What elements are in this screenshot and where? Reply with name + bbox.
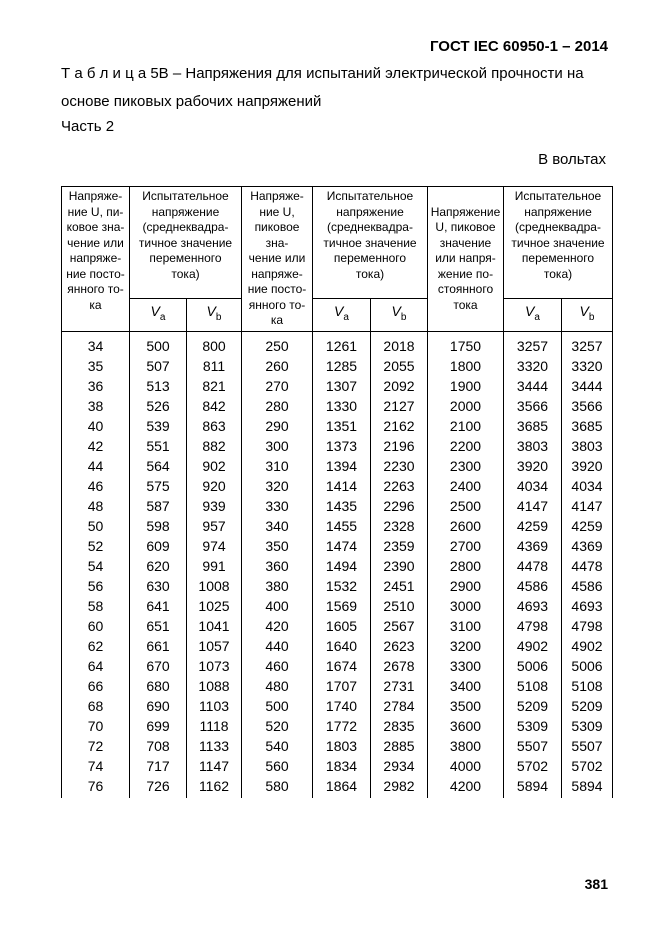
table-row bbox=[62, 736, 613, 756]
table-cell: 1025 bbox=[187, 596, 242, 616]
table-cell: 3566 bbox=[504, 396, 562, 416]
table-cell: 420 bbox=[242, 616, 313, 636]
header-text-line: или напря- bbox=[435, 251, 496, 265]
table-cell: 1285 bbox=[313, 356, 371, 376]
table-cell: 2100 bbox=[428, 416, 504, 436]
table-cell: 520 bbox=[242, 716, 313, 736]
table-cell: 1532 bbox=[313, 576, 371, 596]
header-text-line: Испытательное bbox=[326, 189, 414, 203]
table-cell: 36 bbox=[62, 376, 130, 396]
table-cell: 38 bbox=[62, 396, 130, 416]
table-cell: 4798 bbox=[504, 616, 562, 636]
table-cell: 4034 bbox=[562, 476, 613, 496]
header-test-voltage-2 bbox=[313, 187, 428, 299]
table-cell: 957 bbox=[187, 516, 242, 536]
table-row bbox=[62, 516, 613, 536]
table-cell: 1474 bbox=[313, 536, 371, 556]
table-cell: 1455 bbox=[313, 516, 371, 536]
table-cell: 74 bbox=[62, 756, 130, 776]
table-cell: 1834 bbox=[313, 756, 371, 776]
table-row bbox=[62, 396, 613, 416]
table-cell: 1307 bbox=[313, 376, 371, 396]
table-cell: 821 bbox=[187, 376, 242, 396]
table-cell: 3300 bbox=[428, 656, 504, 676]
table-cell: 2800 bbox=[428, 556, 504, 576]
table-cell: 2127 bbox=[371, 396, 428, 416]
header-text-line: тока bbox=[453, 297, 478, 312]
table-cell: 460 bbox=[242, 656, 313, 676]
table-cell: 5209 bbox=[504, 696, 562, 716]
table-cell: 400 bbox=[242, 596, 313, 616]
table-cell: 4147 bbox=[562, 496, 613, 516]
table-cell: 4586 bbox=[504, 576, 562, 596]
table-cell: 5108 bbox=[504, 676, 562, 696]
table-cell: 3200 bbox=[428, 636, 504, 656]
header-text-line: ковое зна- bbox=[66, 220, 125, 234]
header-text-line: Испытательное bbox=[514, 189, 602, 203]
header-text-line: тока) bbox=[543, 266, 573, 281]
table-cell: 280 bbox=[242, 396, 313, 416]
table-cell: 5209 bbox=[562, 696, 613, 716]
table-cell: 1162 bbox=[187, 776, 242, 798]
table-cell: 4693 bbox=[504, 596, 562, 616]
table-cell: 5309 bbox=[504, 716, 562, 736]
table-row bbox=[62, 456, 613, 476]
table-cell: 708 bbox=[130, 736, 187, 756]
table-cell: 630 bbox=[130, 576, 187, 596]
header-text-line: янного то- bbox=[67, 282, 124, 296]
table-cell: 2092 bbox=[371, 376, 428, 396]
table-cell: 2500 bbox=[428, 496, 504, 516]
table-cell: 939 bbox=[187, 496, 242, 516]
table-cell: 4200 bbox=[428, 776, 504, 798]
table-cell: 1057 bbox=[187, 636, 242, 656]
table-row bbox=[62, 776, 613, 798]
table-cell: 2300 bbox=[428, 456, 504, 476]
table-cell: 902 bbox=[187, 456, 242, 476]
table-cell: 5702 bbox=[504, 756, 562, 776]
table-cell: 2296 bbox=[371, 496, 428, 516]
header-text-line: Испытательное bbox=[142, 189, 229, 203]
table-cell: 3920 bbox=[562, 456, 613, 476]
table-cell: 2055 bbox=[371, 356, 428, 376]
table-cell: 1803 bbox=[313, 736, 371, 756]
table-cell: 5507 bbox=[562, 736, 613, 756]
table-cell: 1494 bbox=[313, 556, 371, 576]
table-cell: 440 bbox=[242, 636, 313, 656]
table-cell: 4902 bbox=[504, 636, 562, 656]
table-row bbox=[62, 556, 613, 576]
table-cell: 1800 bbox=[428, 356, 504, 376]
table-cell: 540 bbox=[242, 736, 313, 756]
table-cell: 48 bbox=[62, 496, 130, 516]
table-cell: 3920 bbox=[504, 456, 562, 476]
table-cell: 717 bbox=[130, 756, 187, 776]
table-cell: 2390 bbox=[371, 556, 428, 576]
table-cell: 920 bbox=[187, 476, 242, 496]
table-row bbox=[62, 756, 613, 776]
table-cell: 2600 bbox=[428, 516, 504, 536]
table-cell: 1674 bbox=[313, 656, 371, 676]
table-cell: 800 bbox=[187, 331, 242, 356]
table-cell: 1394 bbox=[313, 456, 371, 476]
table-cell: 1261 bbox=[313, 331, 371, 356]
table-cell: 1133 bbox=[187, 736, 242, 756]
table-cell: 609 bbox=[130, 536, 187, 556]
table-cell: 1008 bbox=[187, 576, 242, 596]
table-cell: 974 bbox=[187, 536, 242, 556]
table-cell: 2359 bbox=[371, 536, 428, 556]
table-cell: 3500 bbox=[428, 696, 504, 716]
table-row bbox=[62, 676, 613, 696]
table-cell: 1864 bbox=[313, 776, 371, 798]
header-text-line: чение или bbox=[248, 251, 306, 265]
table-body bbox=[62, 331, 613, 798]
table-cell: 3257 bbox=[504, 331, 562, 356]
table-cell: 882 bbox=[187, 436, 242, 456]
table-row bbox=[62, 656, 613, 676]
table-cell: 2000 bbox=[428, 396, 504, 416]
table-cell: 260 bbox=[242, 356, 313, 376]
table-cell: 3800 bbox=[428, 736, 504, 756]
header-text-line: Напряжение bbox=[430, 204, 501, 219]
header-test-voltage-1 bbox=[130, 187, 242, 299]
table-cell: 507 bbox=[130, 356, 187, 376]
table-cell: 726 bbox=[130, 776, 187, 798]
table-cell: 2510 bbox=[371, 596, 428, 616]
table-cell: 670 bbox=[130, 656, 187, 676]
header-text-line: переменного bbox=[333, 251, 407, 265]
header-text-line: значение bbox=[439, 235, 492, 250]
table-cell: 1330 bbox=[313, 396, 371, 416]
voltage-table bbox=[61, 186, 613, 798]
table-cell: 330 bbox=[242, 496, 313, 516]
table-cell: 3400 bbox=[428, 676, 504, 696]
table-cell: 3444 bbox=[562, 376, 613, 396]
table-cell: 1569 bbox=[313, 596, 371, 616]
table-cell: 1088 bbox=[187, 676, 242, 696]
table-row bbox=[62, 476, 613, 496]
table-row bbox=[62, 536, 613, 556]
table-cell: 1373 bbox=[313, 436, 371, 456]
table-cell: 3100 bbox=[428, 616, 504, 636]
header-text-line: тока) bbox=[355, 266, 385, 281]
header-text-line: напряжение bbox=[524, 204, 592, 219]
table-cell: 3320 bbox=[504, 356, 562, 376]
header-text-line: пиковое зна- bbox=[254, 220, 300, 250]
table-cell: 991 bbox=[187, 556, 242, 576]
header-text-line: (среднеквадра- bbox=[142, 220, 229, 234]
table-cell: 40 bbox=[62, 416, 130, 436]
header-text-line: U, пиковое bbox=[435, 220, 496, 234]
table-cell: 62 bbox=[62, 636, 130, 656]
table-cell: 50 bbox=[62, 516, 130, 536]
table-cell: 2835 bbox=[371, 716, 428, 736]
header-peak-voltage-3 bbox=[428, 187, 504, 332]
table-cell: 580 bbox=[242, 776, 313, 798]
table-cell: 3803 bbox=[562, 436, 613, 456]
header-text-line: ние посто- bbox=[66, 266, 125, 281]
table-row bbox=[62, 376, 613, 396]
table-cell: 5894 bbox=[562, 776, 613, 798]
table-cell: 35 bbox=[62, 356, 130, 376]
header-peak-voltage-1 bbox=[62, 187, 130, 332]
table-cell: 4000 bbox=[428, 756, 504, 776]
table-cell: 842 bbox=[187, 396, 242, 416]
table-cell: 1103 bbox=[187, 696, 242, 716]
header-text-line: тока) bbox=[171, 266, 200, 281]
header-peak-voltage-2 bbox=[242, 187, 313, 332]
header-text-line: янного то- bbox=[248, 297, 306, 312]
table-row bbox=[62, 636, 613, 656]
table-cell: 2162 bbox=[371, 416, 428, 436]
table-cell: 651 bbox=[130, 616, 187, 636]
table-cell: 72 bbox=[62, 736, 130, 756]
header-va-2: $V_a$ bbox=[313, 299, 371, 331]
table-cell: 2263 bbox=[371, 476, 428, 496]
table-cell: 2678 bbox=[371, 656, 428, 676]
table-cell: 500 bbox=[242, 696, 313, 716]
table-row bbox=[62, 716, 613, 736]
header-vb-3: $V_b$ bbox=[562, 299, 613, 331]
table-cell: 2731 bbox=[371, 676, 428, 696]
table-cell: 2982 bbox=[371, 776, 428, 798]
table-cell: 68 bbox=[62, 696, 130, 716]
table-cell: 250 bbox=[242, 331, 313, 356]
header-text-line: тичное значение bbox=[511, 235, 605, 250]
table-row bbox=[62, 616, 613, 636]
table-cell: 52 bbox=[62, 536, 130, 556]
table-caption-line2: основе пиковых рабочих напряжений bbox=[61, 93, 322, 110]
table-cell: 2623 bbox=[371, 636, 428, 656]
table-cell: 350 bbox=[242, 536, 313, 556]
table-cell: 1640 bbox=[313, 636, 371, 656]
table-cell: 4478 bbox=[562, 556, 613, 576]
table-cell: 2451 bbox=[371, 576, 428, 596]
header-text-line: чение или bbox=[67, 235, 124, 250]
table-cell: 3685 bbox=[562, 416, 613, 436]
table-cell: 564 bbox=[130, 456, 187, 476]
table-cell: 1073 bbox=[187, 656, 242, 676]
table-cell: 3320 bbox=[562, 356, 613, 376]
header-text-line: ние U, пи- bbox=[67, 204, 124, 219]
table-cell: 5006 bbox=[562, 656, 613, 676]
header-text-line: тичное значение bbox=[323, 235, 417, 250]
table-cell: 320 bbox=[242, 476, 313, 496]
header-vb-2: $V_b$ bbox=[371, 299, 428, 331]
table-part: Часть 2 bbox=[61, 118, 115, 135]
table-cell: 3000 bbox=[428, 596, 504, 616]
table-cell: 2200 bbox=[428, 436, 504, 456]
table-cell: 66 bbox=[62, 676, 130, 696]
table-cell: 4693 bbox=[562, 596, 613, 616]
table-cell: 4259 bbox=[504, 516, 562, 536]
table-cell: 2567 bbox=[371, 616, 428, 636]
table-cell: 863 bbox=[187, 416, 242, 436]
table-cell: 4798 bbox=[562, 616, 613, 636]
table-cell: 2328 bbox=[371, 516, 428, 536]
table-cell: 290 bbox=[242, 416, 313, 436]
table-row bbox=[62, 356, 613, 376]
table-cell: 2784 bbox=[371, 696, 428, 716]
table-cell: 5309 bbox=[562, 716, 613, 736]
table-cell: 3803 bbox=[504, 436, 562, 456]
table-cell: 2196 bbox=[371, 436, 428, 456]
table-cell: 340 bbox=[242, 516, 313, 536]
table-cell: 5702 bbox=[562, 756, 613, 776]
table-cell: 34 bbox=[62, 331, 130, 356]
table-cell: 598 bbox=[130, 516, 187, 536]
table-cell: 690 bbox=[130, 696, 187, 716]
table-cell: 3257 bbox=[562, 331, 613, 356]
table-cell: 42 bbox=[62, 436, 130, 456]
table-cell: 4369 bbox=[504, 536, 562, 556]
table-cell: 1414 bbox=[313, 476, 371, 496]
table-cell: 2934 bbox=[371, 756, 428, 776]
table-cell: 3685 bbox=[504, 416, 562, 436]
table-cell: 3600 bbox=[428, 716, 504, 736]
table-row bbox=[62, 416, 613, 436]
header-text-line: (среднеквадра- bbox=[327, 220, 413, 234]
header-text-line: напряже- bbox=[251, 266, 303, 281]
table-cell: 587 bbox=[130, 496, 187, 516]
header-text-line: напряжение bbox=[151, 204, 220, 219]
table-row bbox=[62, 436, 613, 456]
table-cell: 5507 bbox=[504, 736, 562, 756]
table-cell: 699 bbox=[130, 716, 187, 736]
table-cell: 58 bbox=[62, 596, 130, 616]
header-text-line: ние посто- bbox=[247, 282, 307, 296]
header-text-line: напряже- bbox=[69, 251, 122, 265]
table-cell: 4902 bbox=[562, 636, 613, 656]
table-cell: 1041 bbox=[187, 616, 242, 636]
table-cell: 380 bbox=[242, 576, 313, 596]
table-row bbox=[62, 596, 613, 616]
table-cell: 64 bbox=[62, 656, 130, 676]
table-cell: 2900 bbox=[428, 576, 504, 596]
table-cell: 3566 bbox=[562, 396, 613, 416]
table-cell: 1605 bbox=[313, 616, 371, 636]
table-cell: 2885 bbox=[371, 736, 428, 756]
table-cell: 1750 bbox=[428, 331, 504, 356]
table-cell: 4259 bbox=[562, 516, 613, 536]
table-cell: 3444 bbox=[504, 376, 562, 396]
table-cell: 661 bbox=[130, 636, 187, 656]
table-cell: 44 bbox=[62, 456, 130, 476]
table-cell: 5108 bbox=[562, 676, 613, 696]
table-units: В вольтах bbox=[538, 151, 606, 168]
header-text-line: ние U, bbox=[259, 204, 295, 219]
table-cell: 620 bbox=[130, 556, 187, 576]
table-cell: 811 bbox=[187, 356, 242, 376]
table-row bbox=[62, 576, 613, 596]
table-cell: 60 bbox=[62, 616, 130, 636]
table-row bbox=[62, 696, 613, 716]
table-cell: 526 bbox=[130, 396, 187, 416]
table-row bbox=[62, 496, 613, 516]
header-test-voltage-3 bbox=[504, 187, 613, 299]
table-cell: 551 bbox=[130, 436, 187, 456]
table-cell: 300 bbox=[242, 436, 313, 456]
table-cell: 560 bbox=[242, 756, 313, 776]
table-cell: 2230 bbox=[371, 456, 428, 476]
header-va-1: $V_a$ bbox=[130, 299, 187, 331]
table-row bbox=[62, 331, 613, 356]
table-cell: 1147 bbox=[187, 756, 242, 776]
page-number: 381 bbox=[584, 876, 608, 892]
table-cell: 5006 bbox=[504, 656, 562, 676]
header-text-line: переменного bbox=[521, 251, 595, 265]
table-cell: 513 bbox=[130, 376, 187, 396]
table-cell: 4034 bbox=[504, 476, 562, 496]
header-text-line: напряжение bbox=[336, 204, 404, 219]
table-cell: 2018 bbox=[371, 331, 428, 356]
table-cell: 575 bbox=[130, 476, 187, 496]
table-cell: 310 bbox=[242, 456, 313, 476]
table-cell: 46 bbox=[62, 476, 130, 496]
table-cell: 56 bbox=[62, 576, 130, 596]
header-text-line: жение по- bbox=[437, 266, 494, 281]
header-text-line: переменного bbox=[149, 251, 222, 265]
table-cell: 4369 bbox=[562, 536, 613, 556]
table-cell: 70 bbox=[62, 716, 130, 736]
table-cell: 76 bbox=[62, 776, 130, 798]
header-text-line: ка bbox=[89, 297, 102, 312]
table-cell: 641 bbox=[130, 596, 187, 616]
table-cell: 4147 bbox=[504, 496, 562, 516]
header-va-3: $V_a$ bbox=[504, 299, 562, 331]
table-cell: 680 bbox=[130, 676, 187, 696]
table-cell: 54 bbox=[62, 556, 130, 576]
table-cell: 539 bbox=[130, 416, 187, 436]
table-cell: 1118 bbox=[187, 716, 242, 736]
header-vb-1: $V_b$ bbox=[187, 299, 242, 331]
table-cell: 4478 bbox=[504, 556, 562, 576]
table-cell: 500 bbox=[130, 331, 187, 356]
header-text-line: (среднеквадра- bbox=[515, 220, 601, 234]
table-cell: 1707 bbox=[313, 676, 371, 696]
header-text-line: тичное значение bbox=[138, 235, 233, 250]
table-cell: 1900 bbox=[428, 376, 504, 396]
table-cell: 1435 bbox=[313, 496, 371, 516]
header-text-line: Напряже- bbox=[68, 189, 123, 203]
table-cell: 2400 bbox=[428, 476, 504, 496]
standard-id: ГОСТ IEC 60950-1 – 2014 bbox=[429, 38, 608, 55]
table-cell: 1740 bbox=[313, 696, 371, 716]
table-caption-line1: Т а б л и ц а 5В – Напряжения для испытаний электрической прочности на bbox=[61, 65, 584, 82]
table-cell: 4586 bbox=[562, 576, 613, 596]
table-cell: 2700 bbox=[428, 536, 504, 556]
table-cell: 1772 bbox=[313, 716, 371, 736]
table-cell: 480 bbox=[242, 676, 313, 696]
header-text-line: ка bbox=[270, 313, 284, 327]
header-text-line: стоянного bbox=[437, 282, 494, 296]
table-cell: 5894 bbox=[504, 776, 562, 798]
header-text-line: Напряже- bbox=[250, 189, 304, 203]
table-cell: 1351 bbox=[313, 416, 371, 436]
table-cell: 360 bbox=[242, 556, 313, 576]
table-cell: 270 bbox=[242, 376, 313, 396]
